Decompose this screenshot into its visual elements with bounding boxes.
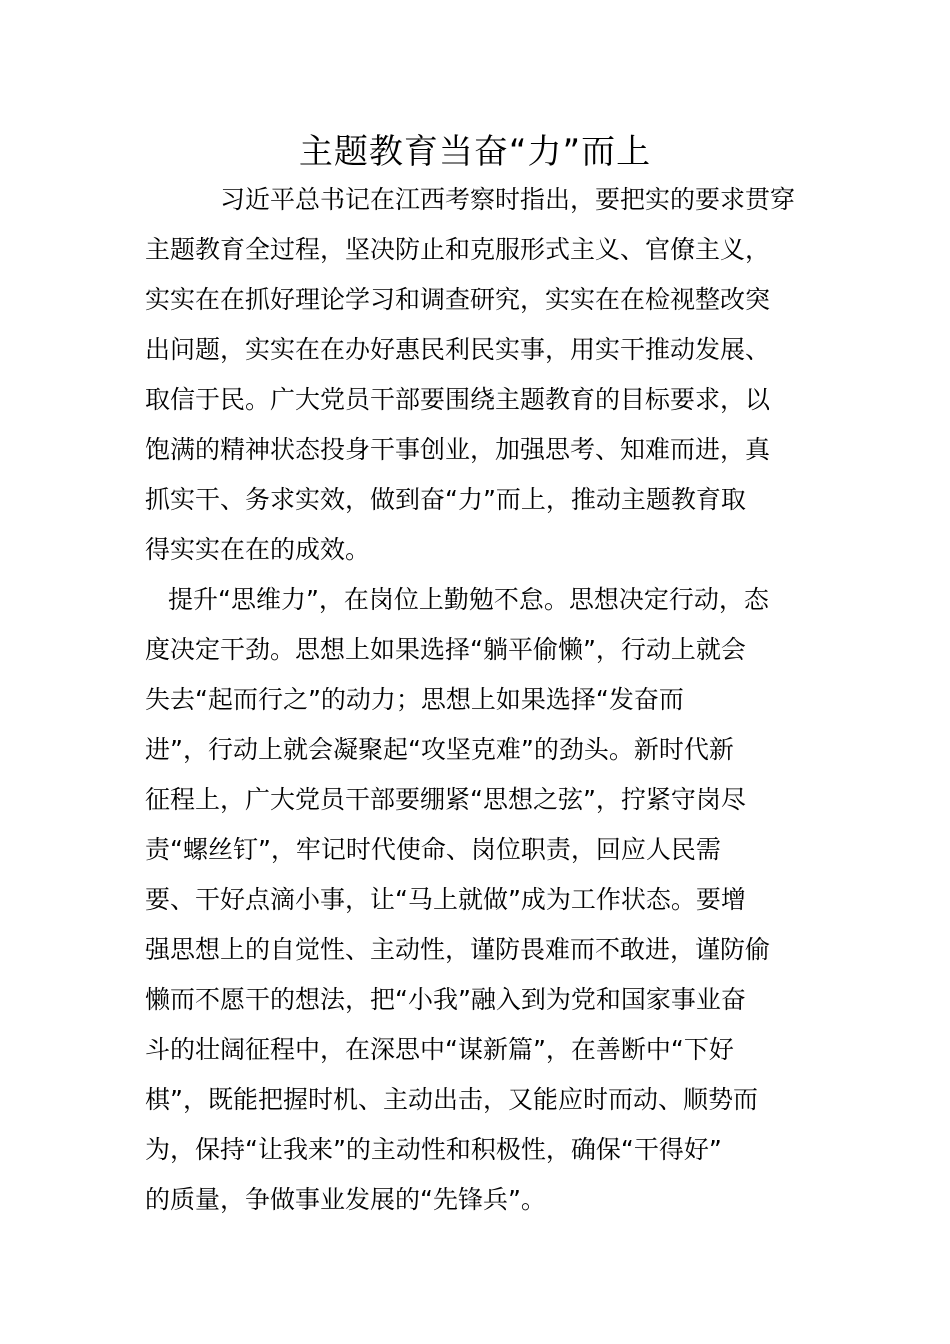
- document-title: 主题教育当奋“力”而上: [298, 132, 652, 172]
- paragraph-2-line-1: 提升“思维力”，在岗位上勤勉不怠。思想决定行动，态: [168, 585, 769, 614]
- paragraph-1-line-5: 取信于民。广大党员干部要围绕主题教育的目标要求，以: [145, 385, 771, 414]
- paragraph-2-line-13: 的质量，争做事业发展的“先锋兵”。: [145, 1185, 546, 1214]
- paragraph-2-line-9: 懒而不愿干的想法，把“小我”融入到为党和国家事业奋: [145, 985, 746, 1014]
- paragraph-2-line-10: 斗的壮阔征程中，在深思中“谋新篇”，在善断中“下好: [145, 1035, 734, 1064]
- paragraph-2-line-2: 度决定干劲。思想上如果选择“躺平偷懒”，行动上就会: [145, 635, 746, 664]
- paragraph-1-line-4: 出问题，实实在在办好惠民利民实事，用实干推动发展、: [145, 335, 771, 364]
- paragraph-2-line-3: 失去“起而行之”的动力；思想上如果选择“发奋而: [145, 685, 684, 714]
- paragraph-2-line-5: 征程上，广大党员干部要绷紧“思想之弦”，拧紧守岗尽: [145, 785, 746, 814]
- paragraph-2-line-12: 为，保持“让我来”的主动性和积极性，确保“干得好”: [145, 1135, 722, 1164]
- paragraph-1-line-3: 实实在在抓好理论学习和调查研究，实实在在检视整改突: [145, 285, 771, 314]
- paragraph-1-line-7: 抓实干、务求实效，做到奋“力”而上，推动主题教育取: [145, 485, 746, 514]
- paragraph-2-line-6: 责“螺丝钉”，牢记时代使命、岗位职责，回应人民需: [145, 835, 721, 864]
- paragraph-2-line-11: 棋”，既能把握时机、主动出击，又能应时而动、顺势而: [145, 1085, 758, 1114]
- paragraph-1-line-8: 得实实在在的成效。: [145, 535, 371, 564]
- paragraph-1-line-6: 饱满的精神状态投身干事创业，加强思考、知难而进，真: [145, 435, 771, 464]
- paragraph-2-line-4: 进”，行动上就会凝聚起“攻坚克难”的劲头。新时代新: [145, 735, 734, 764]
- paragraph-2-line-7: 要、干好点滴小事，让“马上就做”成为工作状态。要增: [145, 885, 746, 914]
- paragraph-1-line-2: 主题教育全过程，坚决防止和克服形式主义、官僚主义，: [145, 235, 771, 264]
- paragraph-2-line-8: 强思想上的自觉性、主动性，谨防畏难而不敢进，谨防偷: [145, 935, 771, 964]
- paragraph-1-line-1: 习近平总书记在江西考察时指出，要把实的要求贯穿: [220, 185, 796, 214]
